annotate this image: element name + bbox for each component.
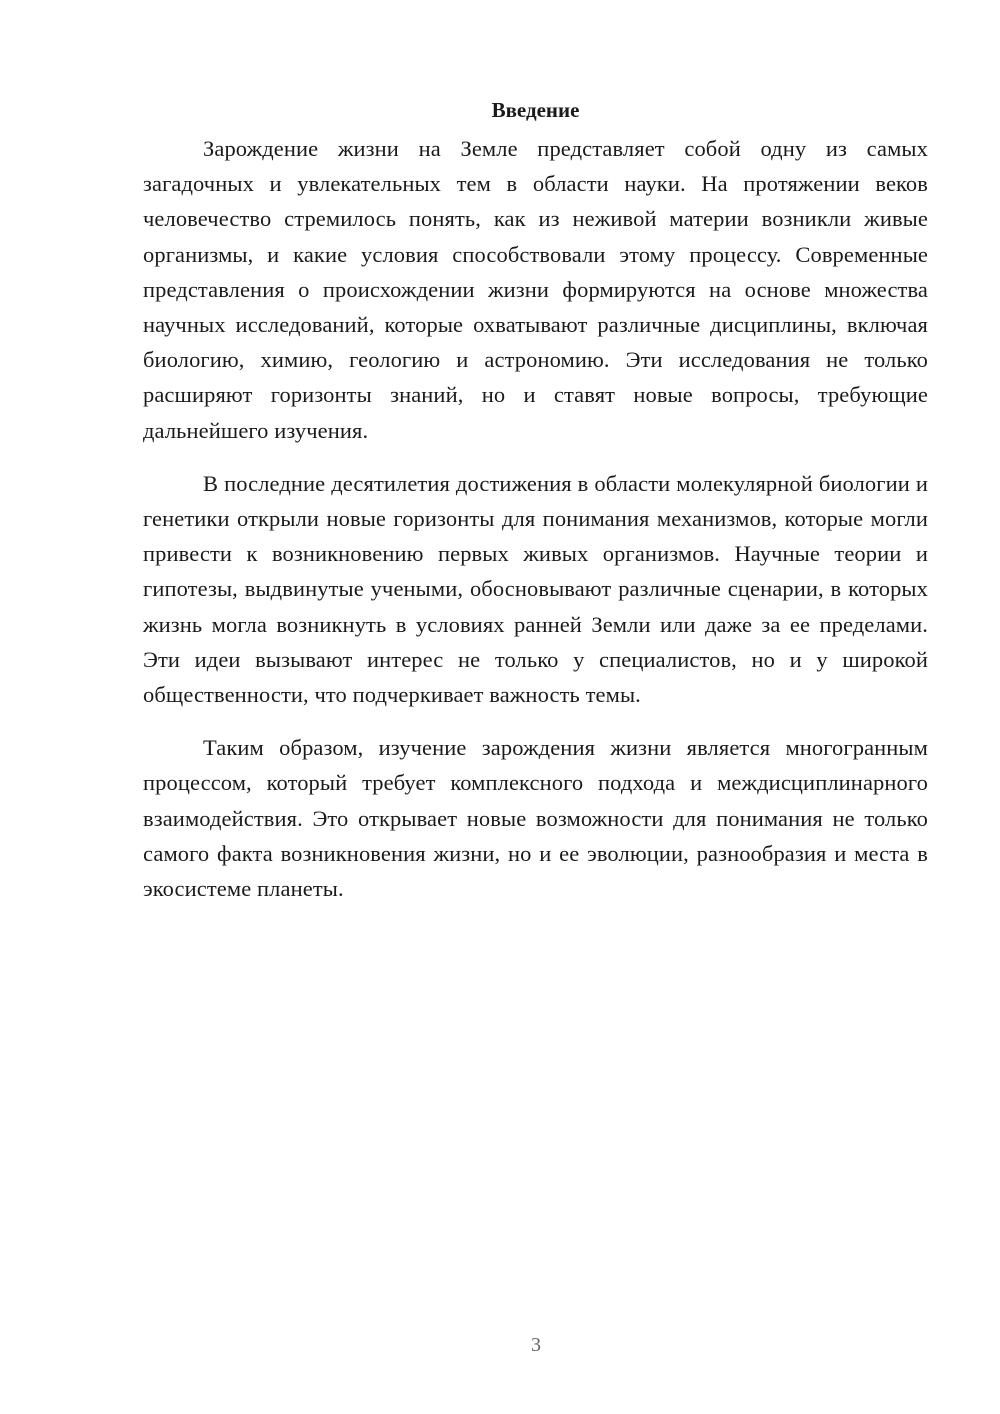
page-content: [143, 93, 928, 906]
paragraph-3: Таким образом, изучение зарождения жизни является многогранным процессом, который требует комплексного подхода и междисциплинарного взаимодействия. Это открывает новые возможности для понимания не только самого факта возникновения жизни, но и ее эволюции, разнообразия и места в экосистеме планеты.: [143, 735, 928, 902]
paragraph-1: Зарождение жизни на Земле представляет собой одну из самых загадочных и увлекательных тем в области науки. На протяжении веков человечество стремилось понять, как из неживой материи возникли живые организмы, и какие условия способствовали этому процессу. Современные представления о происхождении жизни формируются на основе множества научных исследований, которые охватывают различные дисциплины, включая биологию, химию, геологию и астрономию. Эти исследования не только расширяют горизонты знаний, но и ставят новые вопросы, требующие дальнейшего изучения.: [143, 136, 928, 443]
section-title: Введение: [491, 98, 580, 122]
page-number: 3: [531, 1334, 541, 1356]
paragraph-2: В последние десятилетия достижения в области молекулярной биологии и генетики открыли новые горизонты для понимания механизмов, которые могли привести к возникновению первых живых организмов. Научные теории и гипотезы, выдвинутые учеными, обосновывают различные сценарии, в которых жизнь могла возникнуть в условиях ранней Земли или даже за ее пределами. Эти идеи вызывают интерес не только у специалистов, но и у широкой общественности, что подчеркивает важность темы.: [143, 470, 928, 708]
